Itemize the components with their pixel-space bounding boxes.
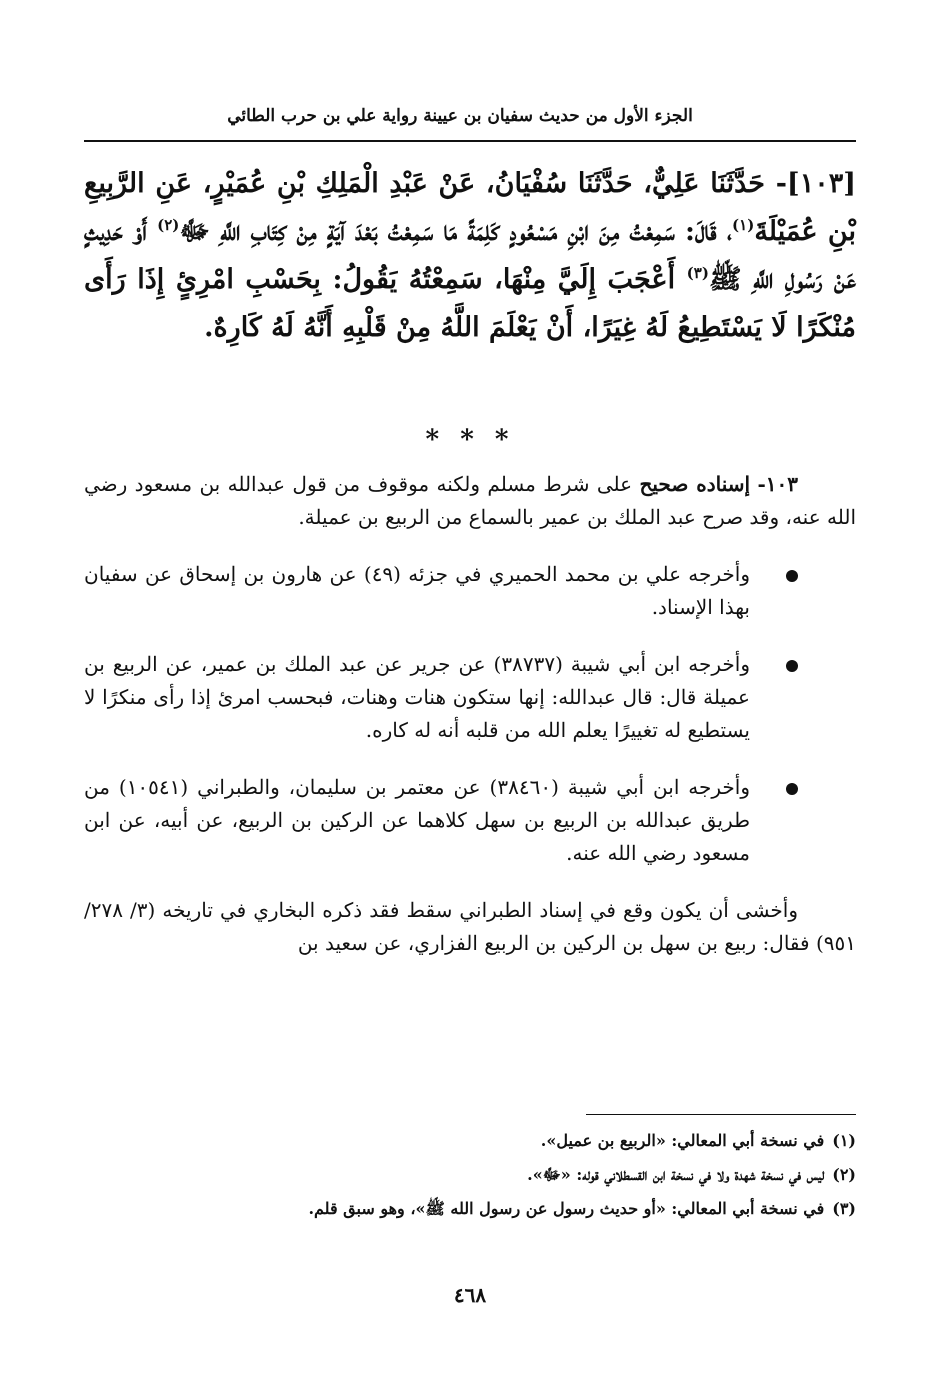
section-separator: * * * [425, 425, 515, 455]
footnote-rule [586, 1114, 856, 1115]
footnote-text: في نسخة أبي المعالي: «أو حديث رسول عن رسول الله ﷺ»، وهو سبق قلم. [308, 1199, 825, 1218]
footnote-text: ليس في نسخة شهدة ولا في نسخة ابن القسطلاني قوله: «ﷻ». [527, 1165, 825, 1184]
footnote-ref-2[interactable]: (٢) [157, 216, 180, 234]
footnote-number: (٢) [832, 1165, 856, 1184]
list-item [84, 771, 856, 870]
commentary-number: ١٠٣- [757, 472, 798, 496]
running-head: الجزء الأول من حديث سفيان بن عيينة رواية علي بن حرب الطائي [227, 106, 693, 126]
hadith-part-2: ، قَالَ: سَمِعْتُ مِنَ ابْنِ مَسْعُودٍ كَلِمَةً مَا سَمِعْتُ بَعْدَ آيَةٍ مِنْ كِتَابِ اللَّهِ ﷻ [179, 216, 733, 247]
hadith-part-3: أَوْ حَدِيثٍ عَنْ رَسُولِ اللَّهِ ﷺ [84, 216, 857, 295]
list-item-text: وأخرجه علي بن محمد الحميري في جزئه (٤٩) عن هارون بن إسحاق عن سفيان بهذا الإسناد. [84, 562, 751, 619]
footnote-2 [84, 1158, 856, 1192]
hadith-part-1: حَدَّثَنَا عَلِيٌّ، حَدَّثَنَا سُفْيَانُ، عَنْ عَبْدِ الْمَلِكِ بْنِ عُمَيْرٍ، عَنِ الرَّبِيعِ بْنِ عُمَيْلَةَ [84, 168, 856, 247]
list-item-text: وأخرجه ابن أبي شيبة (٣٨٤٦٠) عن معتمر بن سليمان، والطبراني (١٠٥٤١) من طريق عبدالله بن الربيع بن سهل كلاهما عن الركين بن الربيع، عن أبيه، عن ابن مسعود رضي الله عنه. [84, 775, 751, 865]
commentary-intro [84, 468, 856, 534]
bullet-icon [786, 570, 798, 582]
footnotes [84, 1124, 856, 1226]
footnote-3 [84, 1192, 856, 1226]
footnote-text: في نسخة أبي المعالي: «الربيع بن عميل». [540, 1131, 825, 1150]
grading-text: إسناده صحيح [639, 472, 751, 496]
footnote-number: (٣) [832, 1199, 856, 1218]
bullet-icon [786, 783, 798, 795]
list-item-text: وأخرجه ابن أبي شيبة (٣٨٧٣٧) عن جرير عن عبد الملك بن عمير، عن الربيع بن عميلة قال: قال عبدالله: إنها ستكون هنات وهنات، فبحسب امرئ إذا رأى منكرًا لا يستطيع له تغييرًا يعلم الله من قلبه أنه له كاره. [84, 652, 751, 742]
hadith-part-4: أَعْجَبَ إِلَيَّ مِنْهَا، سَمِعْتُهُ يَقُولُ: بِحَسْبِ امْرِئٍ إِذَا رَأَى مُنْكَرًا لَا يَسْتَطِيعُ لَهُ غِيَرًا، أَنْ يَعْلَمَ اللَّهُ مِنْ قَلْبِهِ أَنَّهُ لَهُ كَارِهٌ. [84, 264, 856, 343]
commentary [84, 468, 856, 984]
footnote-number: (١) [832, 1131, 856, 1150]
hadith-number: [١٠٣]- [775, 168, 856, 199]
commentary-closing: وأخشى أن يكون وقع في إسناد الطبراني سقط فقد ذكره البخاري في تاريخه (٣/ ٢٧٨/ ٩٥١) فقال: ربيع بن سهل بن الركين بن الربيع الفزاري، عن سعيد بن [84, 898, 856, 955]
footnote-ref-1[interactable]: (١) [732, 216, 755, 234]
footnote-ref-3[interactable]: (٣) [686, 264, 709, 282]
footnote-1 [84, 1124, 856, 1158]
bullet-icon [786, 660, 798, 672]
hadith-text [84, 160, 856, 352]
list-item [84, 648, 856, 747]
commentary-intro-text: على شرط مسلم ولكنه موقوف من قول عبدالله بن مسعود رضي الله عنه، وقد صرح عبد الملك بن عمير بالسماع من الربيع بن عميلة. [84, 472, 856, 529]
takhrij-list [84, 558, 856, 870]
page-number: ٤٦٨ [453, 1283, 487, 1307]
header-rule [84, 140, 856, 142]
list-item [84, 558, 856, 624]
